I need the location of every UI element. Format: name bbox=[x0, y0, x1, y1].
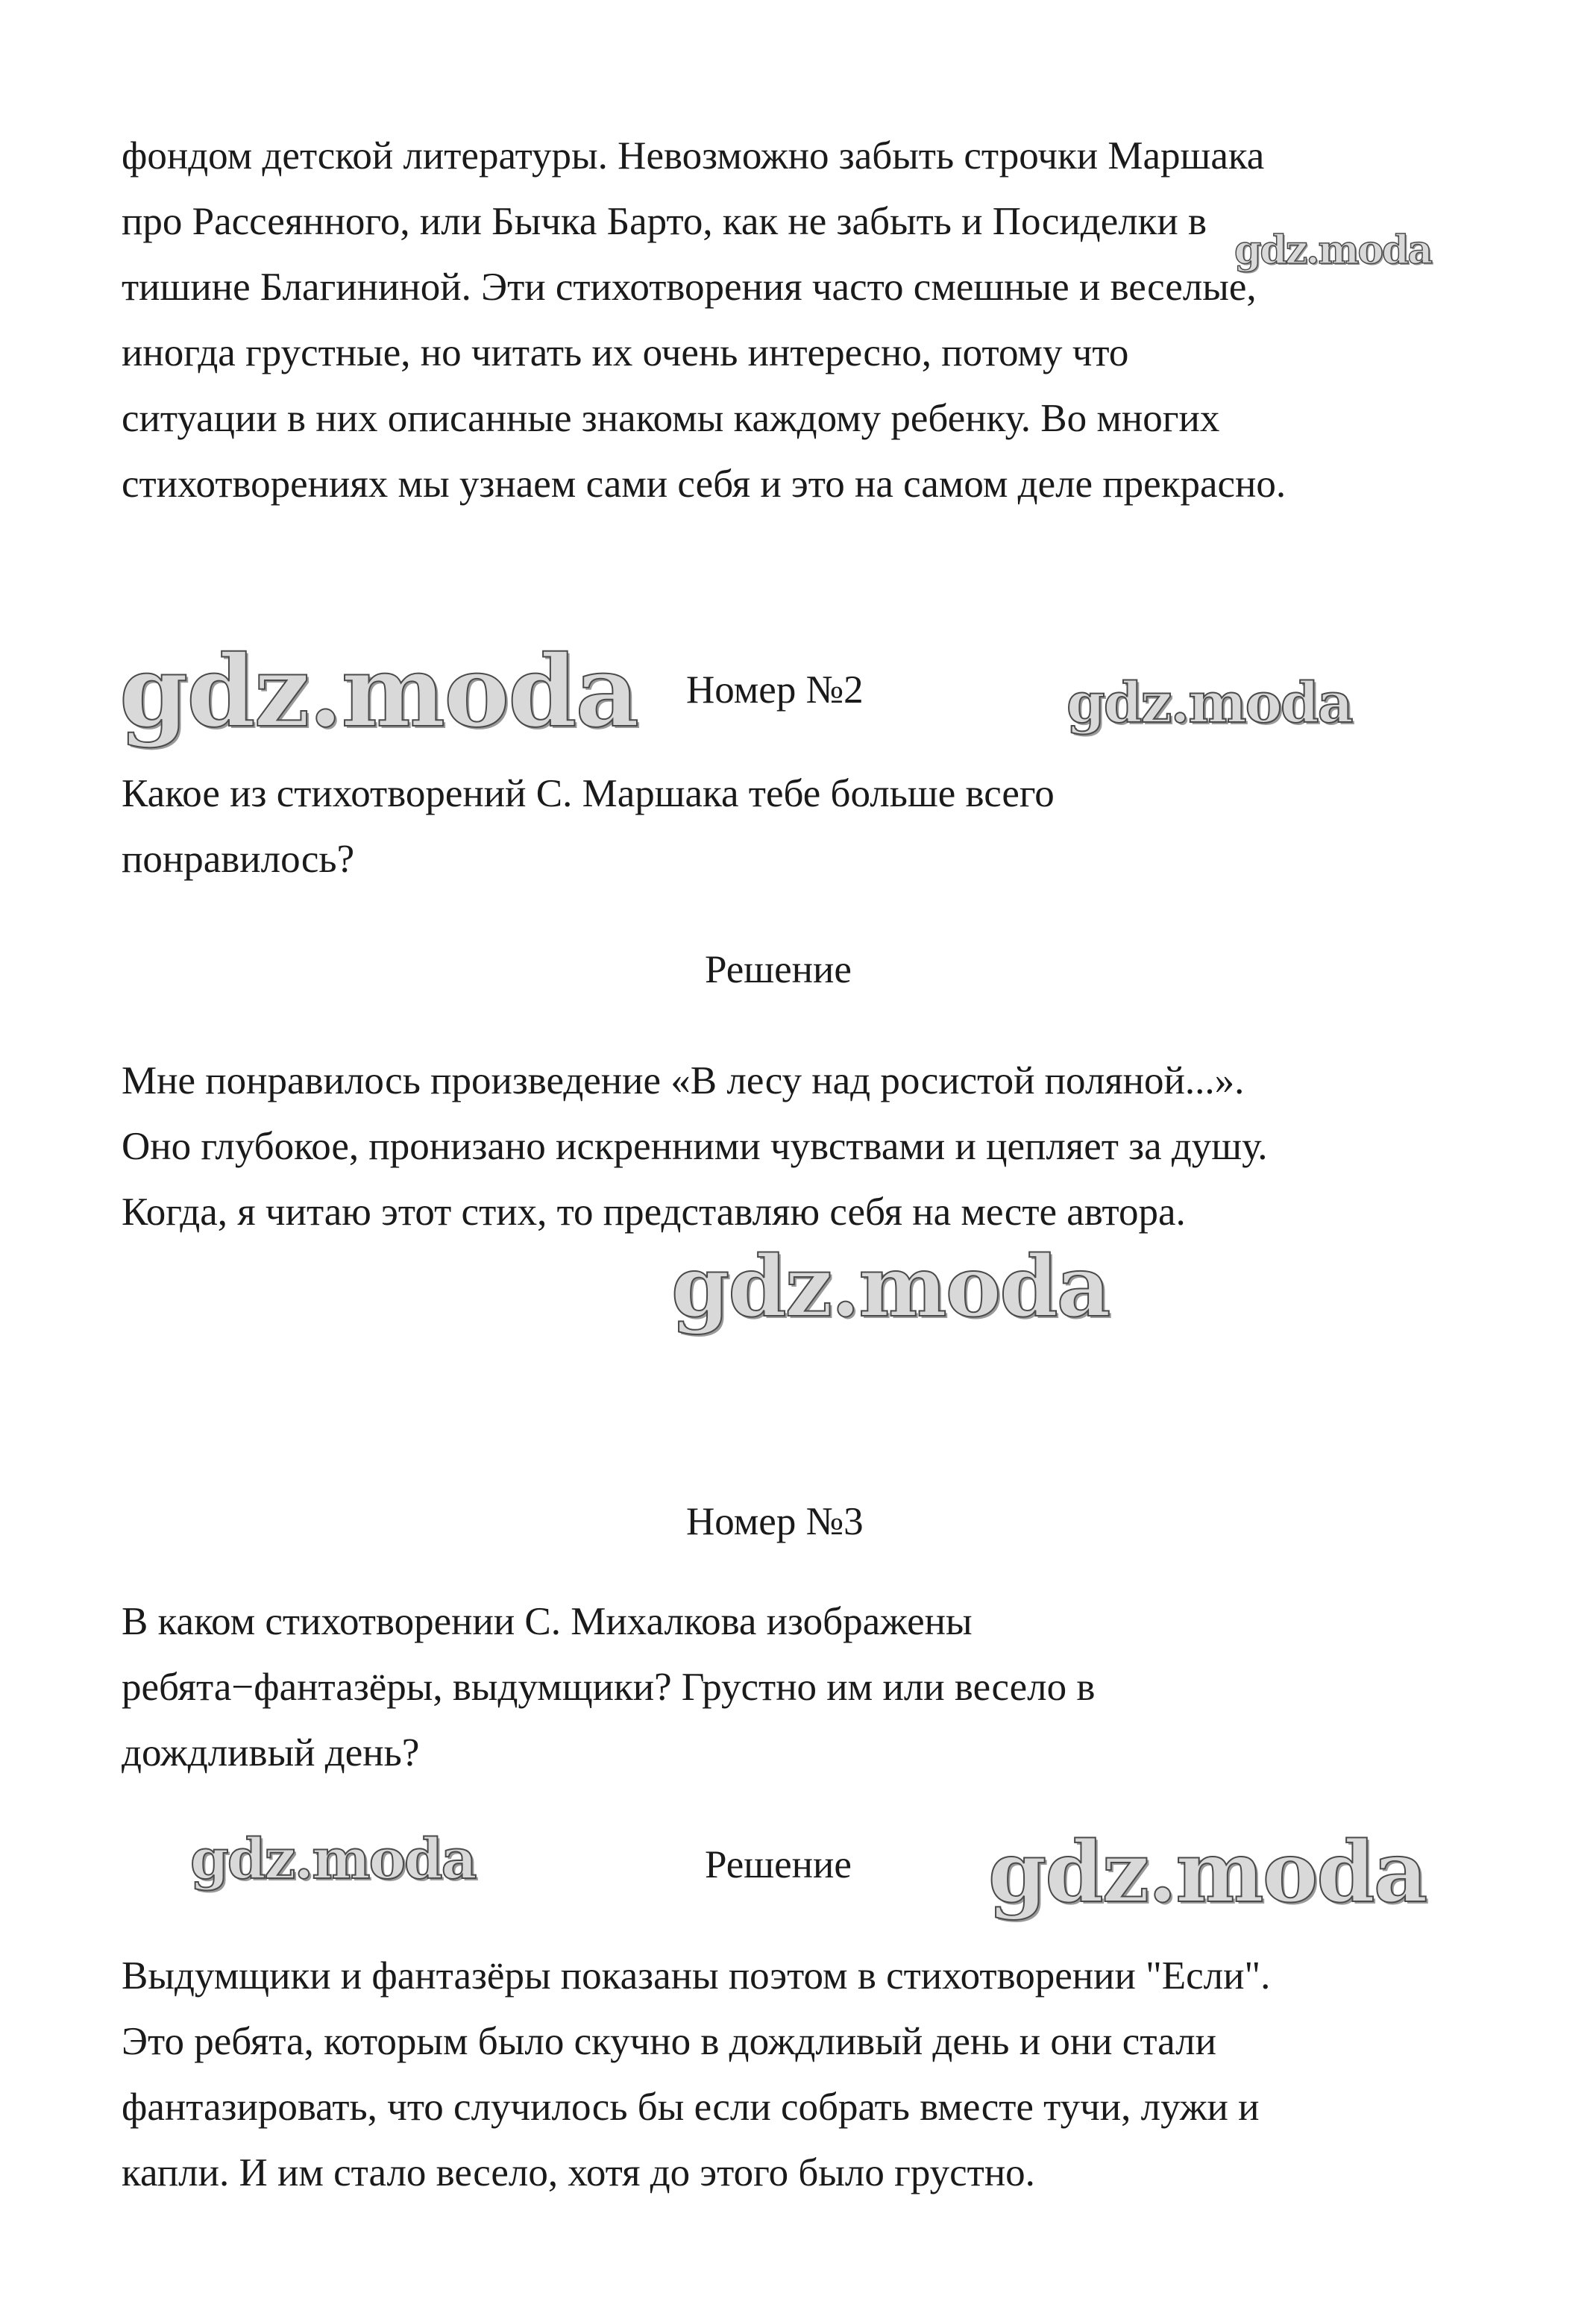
task3-answer bbox=[122, 1943, 1509, 2206]
watermark-logo: gdz.moda bbox=[190, 1827, 476, 1892]
text-line: фондом детской литературы. Невозможно забыть строчки Маршака bbox=[122, 134, 1265, 178]
watermark-logo: gdz.moda bbox=[1066, 671, 1352, 735]
task2-answer bbox=[122, 1048, 1509, 1245]
text-line: тишине Благининой. Эти стихотворения часто смешные и веселые, bbox=[122, 266, 1257, 309]
task3-question bbox=[122, 1589, 1509, 1786]
text-line: понравилось? bbox=[122, 838, 355, 881]
text-line: стихотворениях мы узнаем сами себя и это на самом деле прекрасно. bbox=[122, 462, 1286, 506]
watermark-logo: gdz.moda bbox=[119, 634, 638, 750]
task3-solution-heading: Решение bbox=[705, 1843, 852, 1886]
task2-question bbox=[122, 761, 1509, 892]
text-line: ситуации в них описанные знакомы каждому ребенку. Во многих bbox=[122, 397, 1220, 440]
text-line: Выдумщики и фантазёры показаны поэтом в стихотворении "Если". bbox=[122, 1954, 1271, 1998]
task2-heading: Номер №2 bbox=[686, 668, 864, 712]
text-line: Мне понравилось произведение «В лесу над росистой поляной...». bbox=[122, 1059, 1245, 1102]
text-line: капли. И им стало весело, хотя до этого было грустно. bbox=[122, 2151, 1035, 2194]
text-line: Какое из стихотворений С. Маршака тебе больше всего bbox=[122, 772, 1055, 815]
text-line: иногда грустные, но читать их очень интересно, потому что bbox=[122, 331, 1129, 374]
text-line: Когда, я читаю этот стих, то представляю себя на месте автора. bbox=[122, 1190, 1186, 1234]
text-line: В каком стихотворении С. Михалкова изображены bbox=[122, 1600, 973, 1643]
watermark-logo: gdz.moda bbox=[988, 1824, 1427, 1921]
text-line: ребята−фантазёры, выдумщики? Грустно им или весело в bbox=[122, 1666, 1096, 1709]
text-line: Это ребята, которым было скучно в дождливый день и они стали bbox=[122, 2020, 1216, 2063]
watermark-logo: gdz.moda bbox=[671, 1238, 1110, 1336]
watermark-logo: gdz.moda bbox=[1234, 228, 1432, 273]
task3-heading: Номер №3 bbox=[686, 1500, 864, 1543]
task2-solution-heading: Решение bbox=[705, 948, 852, 991]
intro-paragraph bbox=[122, 123, 1509, 517]
text-line: про Рассеянного, или Бычка Барто, как не забыть и Посиделки в bbox=[122, 200, 1207, 243]
text-line: Оно глубокое, пронизано искренними чувствами и цепляет за душу. bbox=[122, 1125, 1268, 1168]
text-line: дождливый день? bbox=[122, 1731, 420, 1775]
text-line: фантазировать, что случилось бы если собрать вместе тучи, лужи и bbox=[122, 2086, 1260, 2129]
